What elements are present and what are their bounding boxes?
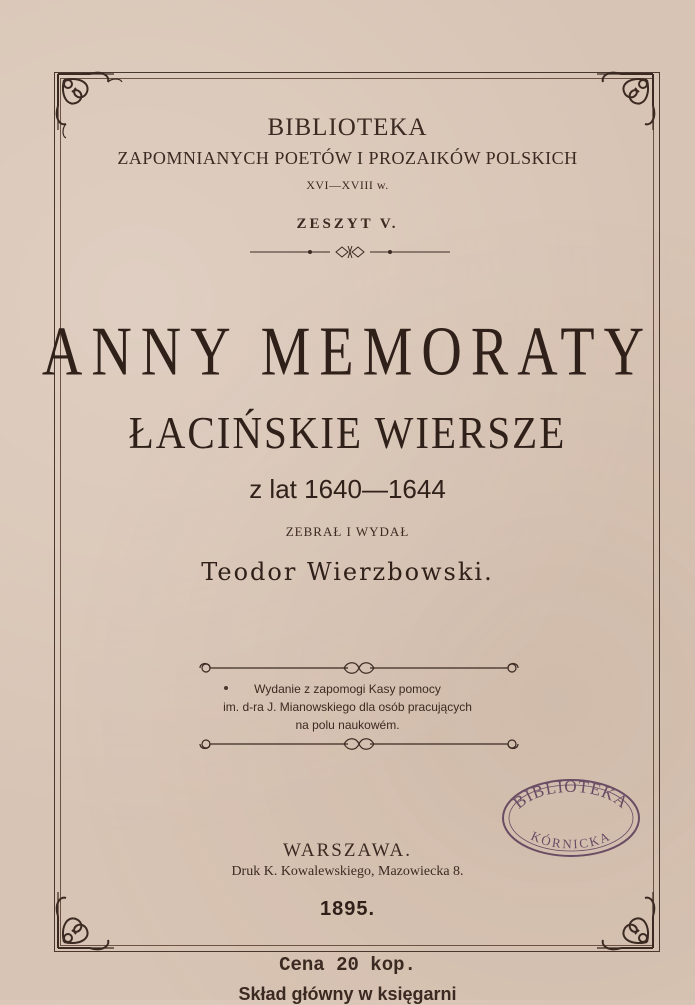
series-subtitle: ZAPOMNIANYCH POETÓW I PROZAIKÓW POLSKICH — [117, 148, 578, 168]
printer: Druk K. Kowalewskiego, Mazowiecka 8. — [231, 864, 464, 879]
funding-note-line: Wydanie z zapomogi Kasy pomocy — [254, 682, 441, 696]
years: z lat 1640—1644 — [249, 474, 446, 504]
funding-note-line: im. d-ra J. Mianowskiego dla osób pracujących — [223, 700, 472, 714]
sales-depot: Skład główny w księgarni — [238, 984, 457, 1004]
series-title: BIBLIOTEKA — [267, 114, 428, 141]
divider-ornament-icon — [250, 244, 450, 260]
editor-label: ZEBRAŁ I WYDAŁ — [285, 524, 410, 539]
city: WARSZAWA. — [283, 840, 412, 861]
stamp-line-2: KÓRNICKA — [528, 828, 614, 852]
subtitle: ŁACIŃSKIE WIERSZE — [128, 407, 567, 458]
svg-text:BIBLIOTEKA — [510, 777, 633, 812]
stamp-line-1: BIBLIOTEKA — [509, 776, 633, 813]
publication-year: 1895. — [319, 898, 376, 920]
scroll-ornament-icon — [198, 734, 520, 754]
funding-note-line: na polu naukowém. — [295, 718, 400, 732]
editor-name: Teodor Wierzbowski. — [201, 558, 494, 586]
centuries: XVI—XVIII w. — [306, 178, 389, 192]
volume-number: ZESZYT V. — [296, 216, 399, 232]
scroll-ornament-icon — [198, 658, 520, 678]
main-title: ANNY MEMORATY — [41, 313, 654, 391]
price: Cena 20 kop. — [279, 954, 416, 976]
